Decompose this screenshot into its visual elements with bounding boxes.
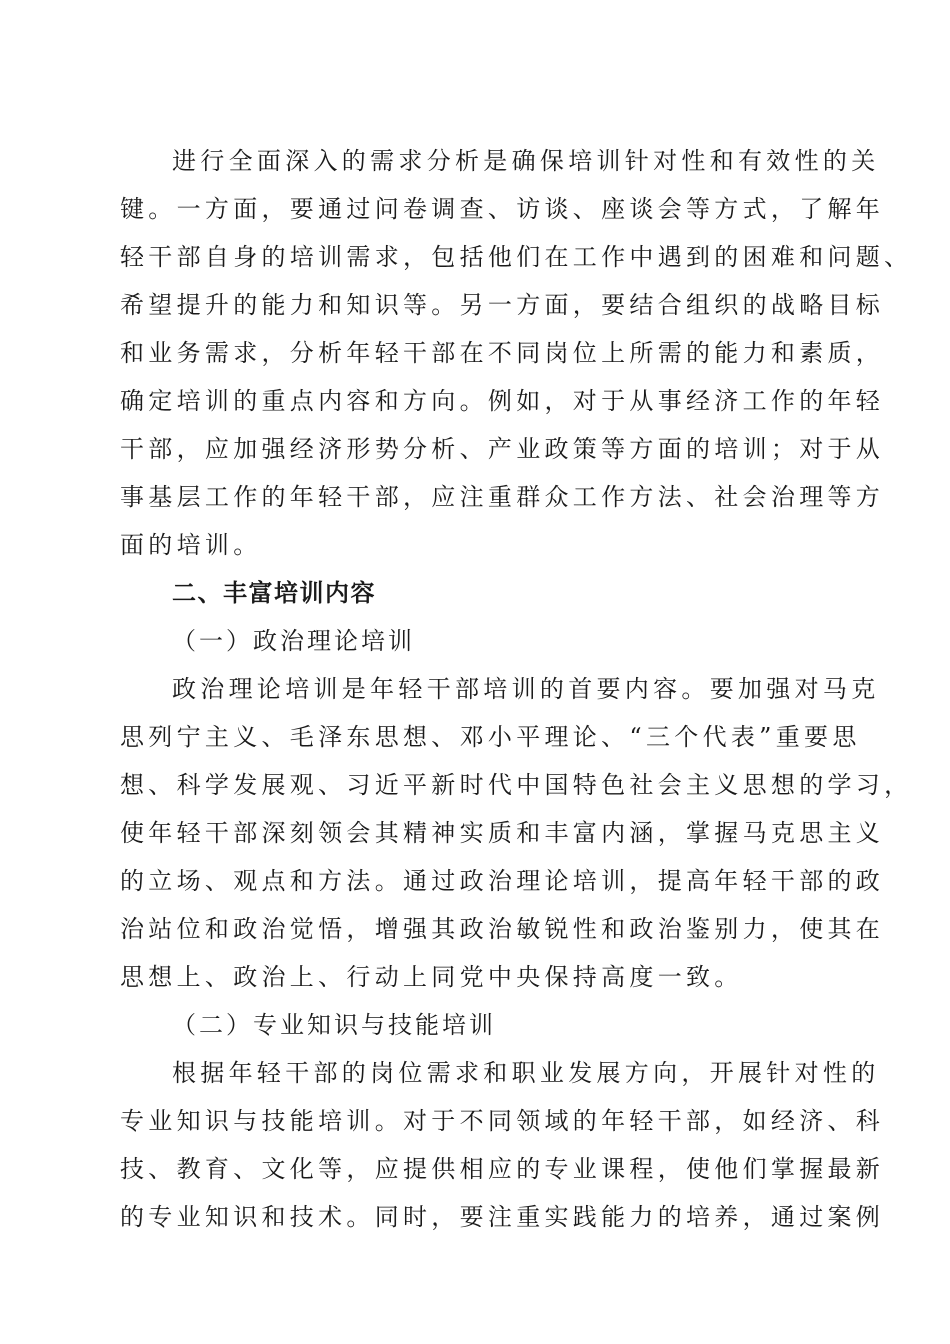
intro-paragraph-line: 轻干部自身的培训需求，包括他们在工作中遇到的困难和问题、: [120, 243, 913, 271]
political-theory-line: 思想上、政治上、行动上同党中央保持高度一致。: [120, 963, 743, 991]
political-theory-line: 的立场、观点和方法。通过政治理论培训，提高年轻干部的政: [120, 867, 885, 895]
intro-paragraph-line: 希望提升的能力和知识等。另一方面，要结合组织的战略目标: [120, 291, 885, 319]
intro-paragraph-line: 干部，应加强经济形势分析、产业政策等方面的培训；对于从: [120, 435, 885, 463]
section-heading: 二、丰富培训内容: [172, 579, 376, 607]
political-theory-line: 想、科学发展观、习近平新时代中国特色社会主义思想的学习，: [120, 771, 913, 799]
professional-skills-line: 技、教育、文化等，应提供相应的专业课程，使他们掌握最新: [120, 1155, 885, 1183]
subsection-heading-political-theory: （一）政治理论培训: [172, 627, 415, 655]
professional-skills-line: 的专业知识和技术。同时，要注重实践能力的培养，通过案例: [120, 1203, 885, 1231]
intro-paragraph-line: 事基层工作的年轻干部，应注重群众工作方法、社会治理等方: [120, 483, 885, 511]
professional-skills-line: 根据年轻干部的岗位需求和职业发展方向，开展针对性的: [172, 1059, 880, 1087]
political-theory-line: 思列宁主义、毛泽东思想、邓小平理论、“三个代表”重要思: [120, 723, 861, 751]
intro-paragraph-line: 进行全面深入的需求分析是确保培训针对性和有效性的关: [172, 147, 880, 175]
subsection-heading-professional-skills: （二）专业知识与技能培训: [172, 1011, 496, 1039]
political-theory-line: 政治理论培训是年轻干部培训的首要内容。要加强对马克: [172, 675, 880, 703]
political-theory-line: 治站位和政治觉悟，增强其政治敏锐性和政治鉴别力，使其在: [120, 915, 885, 943]
intro-paragraph-line: 键。一方面，要通过问卷调查、访谈、座谈会等方式，了解年: [120, 195, 885, 223]
intro-paragraph-line: 确定培训的重点内容和方向。例如，对于从事经济工作的年轻: [120, 387, 885, 415]
intro-paragraph-line: 和业务需求，分析年轻干部在不同岗位上所需的能力和素质，: [120, 339, 885, 367]
professional-skills-line: 专业知识与技能培训。对于不同领域的年轻干部，如经济、科: [120, 1107, 885, 1135]
political-theory-line: 使年轻干部深刻领会其精神实质和丰富内涵，掌握马克思主义: [120, 819, 885, 847]
intro-paragraph-line: 面的培训。: [120, 531, 262, 559]
